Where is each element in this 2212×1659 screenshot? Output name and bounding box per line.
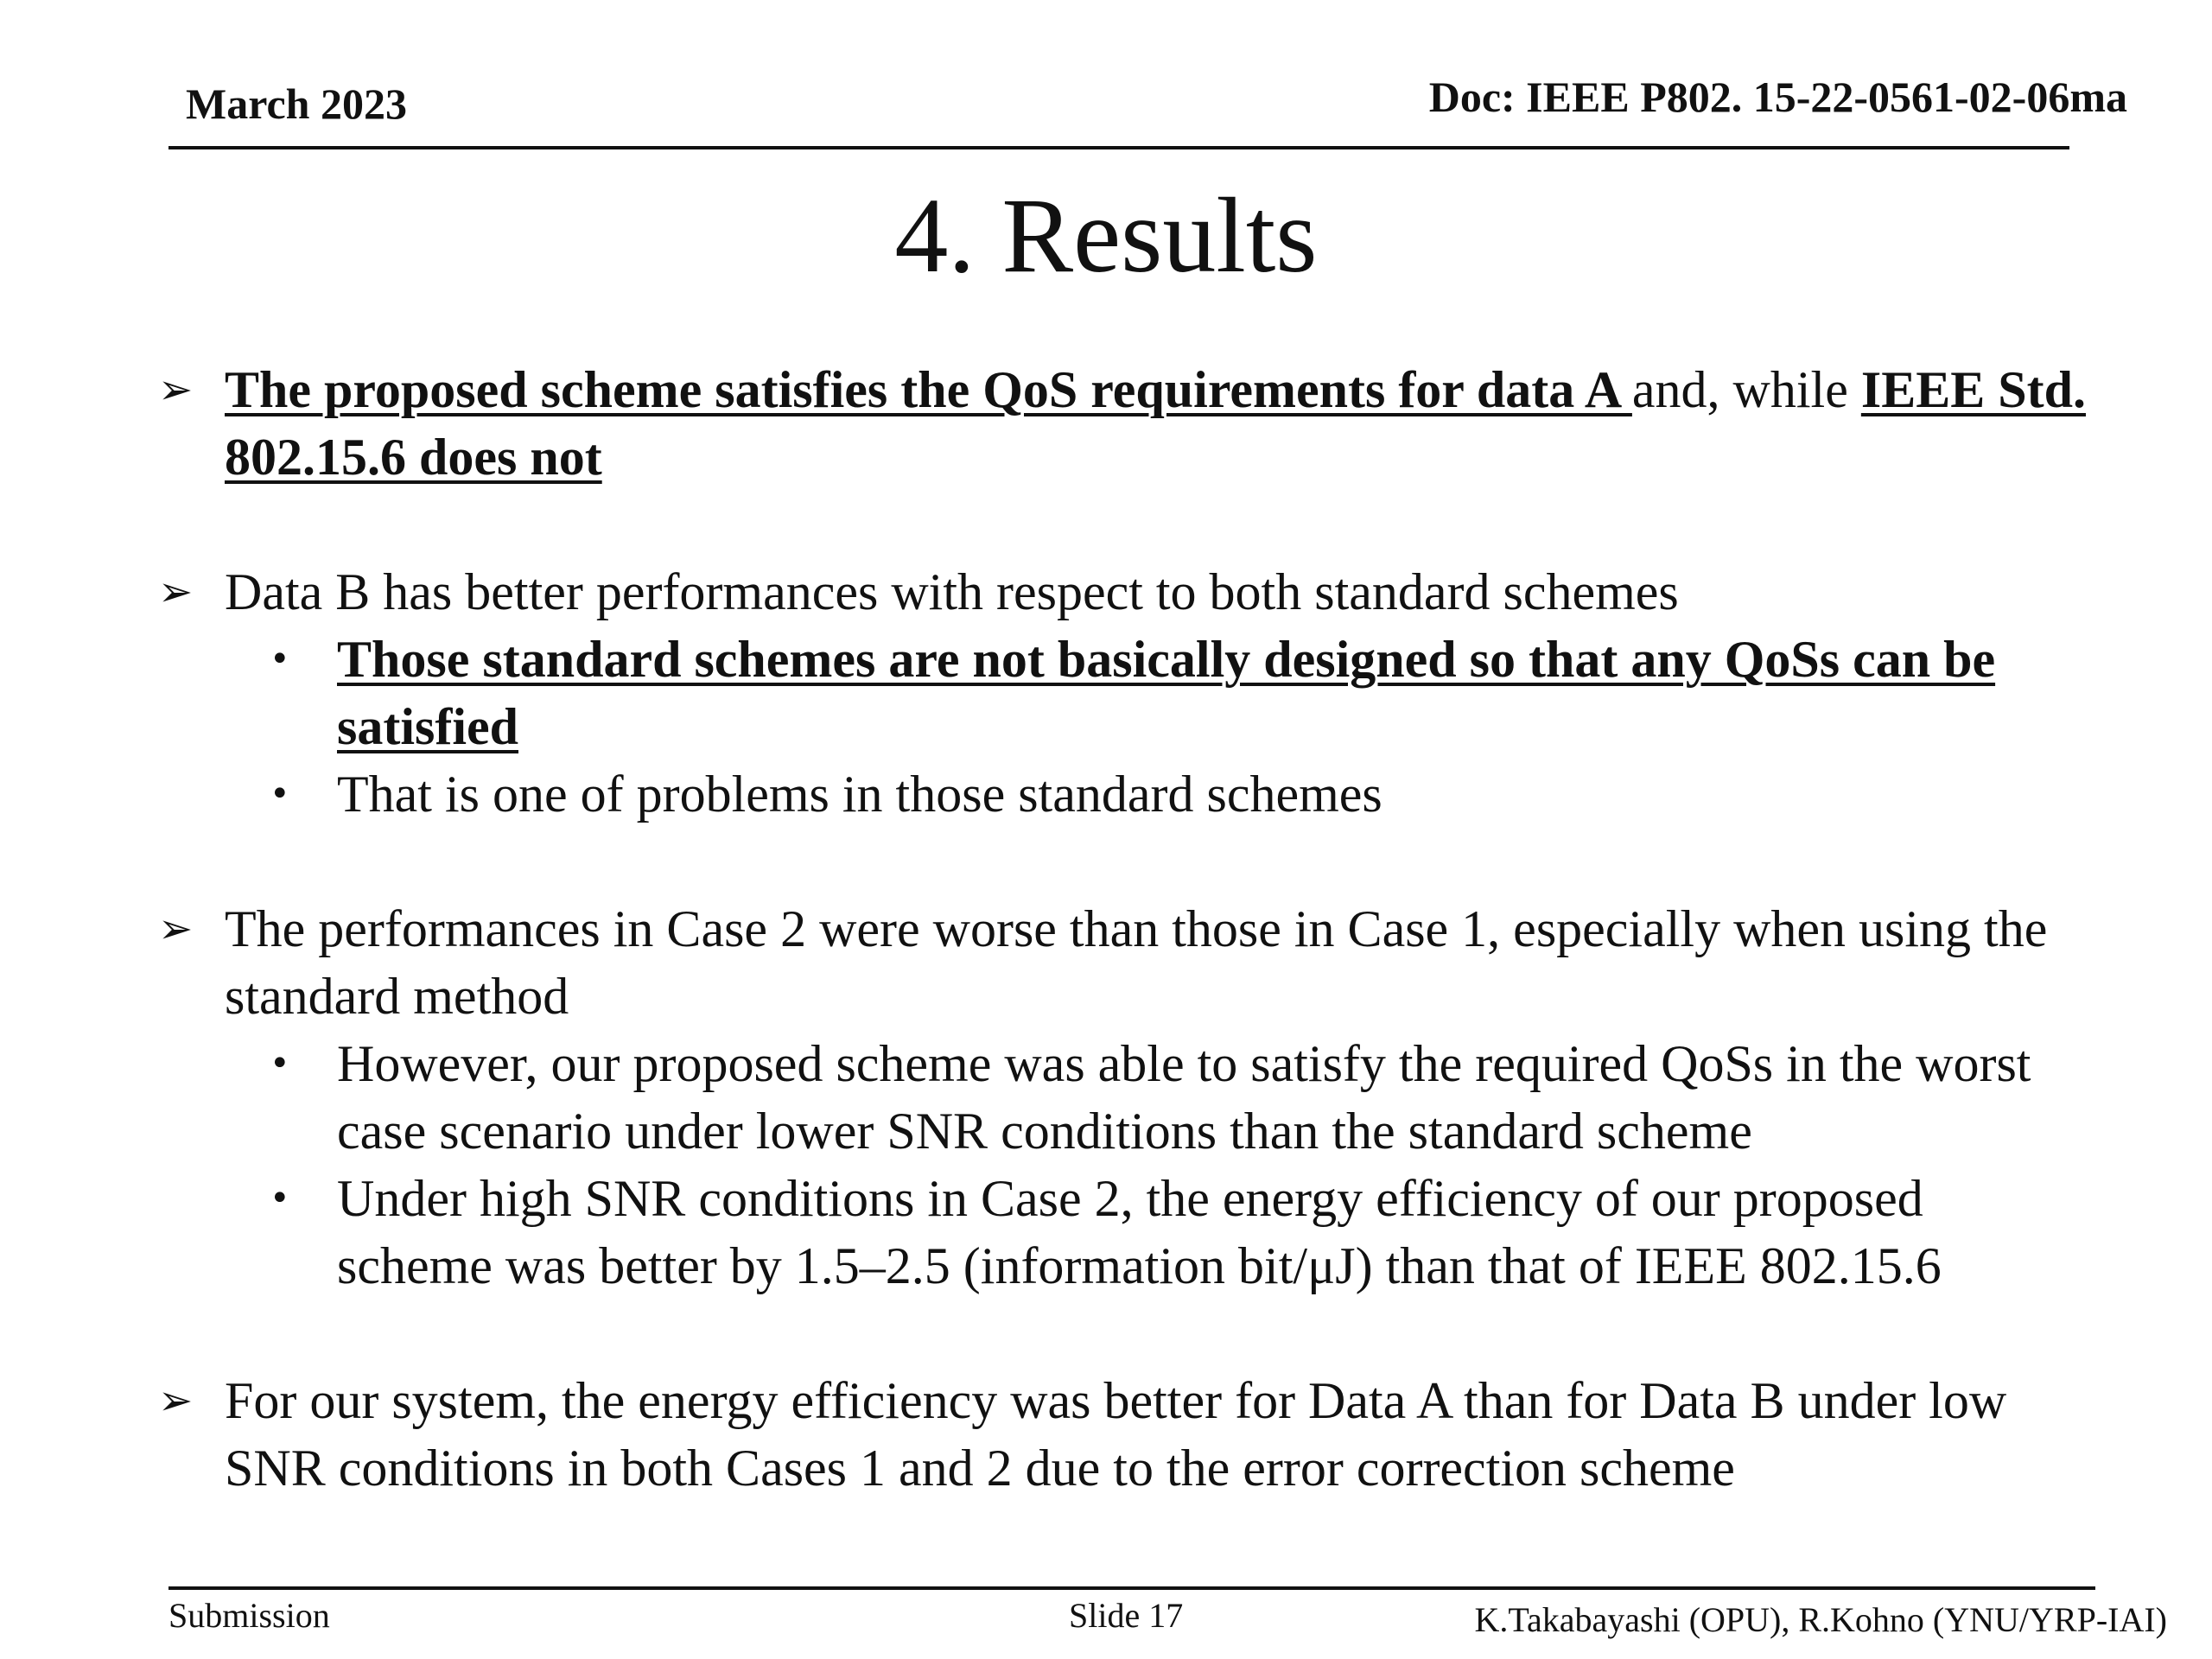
dot-bullet-icon: • (270, 1179, 290, 1218)
bullet-4-text: For our system, the energy efficiency was better for Data A than for Data B under low SNR conditions in both Cases 1 and 2 due to the error correction scheme (225, 1372, 2007, 1497)
sub-bullet-3-1 (225, 1030, 2091, 1165)
footer-authors: K.Takabayashi (OPU), R.Kohno (YNU/YRP-IAI) (1474, 1600, 2167, 1639)
dot-bullet-icon: • (270, 774, 290, 814)
arrowhead-bullet-icon: ➢ (158, 905, 194, 953)
bullet-item-3 (0, 895, 2091, 1300)
bullet-2-text: Data B has better performances with respect to both standard schemes (225, 563, 1679, 620)
slide-title: 4. Results (894, 176, 1318, 295)
bullet-1-plain: and, while (1631, 361, 1861, 418)
header-date: March 2023 (186, 79, 407, 128)
arrowhead-bullet-icon: ➢ (158, 1376, 194, 1425)
bullet-1-emphasis-2: IEEE Std. 802.15.6 does not (225, 361, 2086, 486)
header-doc-id: Doc: IEEE P802. 15-22-0561-02-06ma (1428, 73, 2127, 121)
footer-divider (168, 1586, 2095, 1590)
header-divider (168, 146, 2069, 149)
dot-bullet-icon: • (270, 1044, 290, 1084)
footer-slide-number: Slide 17 (1069, 1596, 1184, 1635)
sub-bullet-2-1-text: Those standard schemes are not basically designed so that any QoSs can be satisfied (337, 631, 1996, 755)
dot-bullet-icon: • (270, 639, 290, 679)
bullet-item-2 (0, 558, 2091, 828)
arrowhead-bullet-icon: ➢ (158, 365, 194, 414)
sub-bullet-2-2-text: That is one of problems in those standard schemes (337, 766, 1382, 823)
bullet-item-1 (0, 356, 2091, 491)
sub-bullet-3-1-text: However, our proposed scheme was able to satisfy the required QoSs in the worst case scenario under lower SNR conditions than the standard scheme (337, 1035, 2031, 1160)
footer-submission: Submission (168, 1596, 330, 1635)
sub-bullet-2-1 (225, 626, 2091, 760)
sub-bullet-2-2 (225, 760, 2091, 828)
bullet-3-text: The performances in Case 2 were worse than those in Case 1, especially when using the standard method (225, 900, 2048, 1025)
sub-bullet-3-2-text: Under high SNR conditions in Case 2, the energy efficiency of our proposed scheme was better by 1.5–2.5 (information bit/μJ) than that of IEEE 802.15.6 (337, 1170, 1942, 1294)
bullet-item-4 (0, 1367, 2091, 1502)
sub-bullet-3-2 (225, 1165, 2091, 1300)
arrowhead-bullet-icon: ➢ (158, 568, 194, 616)
bullet-1-emphasis: The proposed scheme satisfies the QoS requirements for data A (225, 361, 1632, 418)
slide-body (0, 356, 2212, 1502)
